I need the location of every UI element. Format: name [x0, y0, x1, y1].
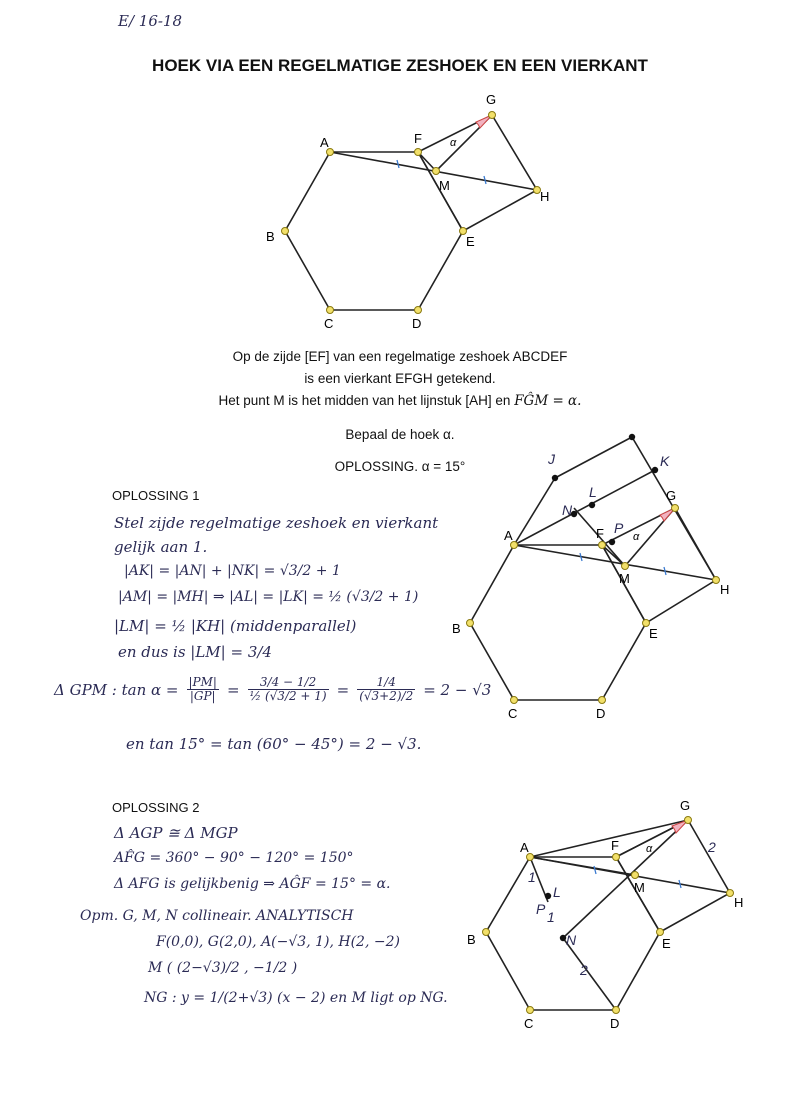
sol2-line: Opm. G, M, N collineair. ANALYTISCH — [80, 908, 354, 924]
svg-text:D: D — [596, 706, 606, 720]
sol1-line: |LM| = ½ |KH| (middenparallel) — [114, 617, 357, 635]
sol2-line: M ( (2−√3)/2 , −1/2 ) — [148, 960, 298, 976]
svg-text:K: K — [660, 453, 670, 469]
svg-text:N: N — [566, 932, 577, 948]
figure-hexagon-square — [240, 80, 580, 340]
svg-text:A: A — [504, 528, 513, 543]
sol1-line: Stel zijde regelmatige zeshoek en vierkant — [114, 514, 439, 532]
point-label: G — [486, 92, 497, 107]
problem-line-3-text: Het punt M is het midden van het lijnstuk [AH] en — [218, 393, 515, 408]
problem-line-3-math: FĜM = α. — [514, 393, 582, 409]
svg-text:M: M — [619, 571, 630, 586]
point-label: H — [540, 189, 550, 204]
point-label: E — [466, 234, 475, 249]
svg-text:2: 2 — [580, 962, 588, 978]
problem-question: Bepaal de hoek α. — [345, 427, 455, 442]
svg-text:D: D — [610, 1016, 620, 1031]
svg-text:J: J — [548, 451, 555, 467]
svg-text:C: C — [508, 706, 518, 720]
point-label: C — [324, 316, 334, 331]
figure-solution-1 — [450, 415, 750, 720]
point-label: D — [412, 316, 422, 331]
svg-text:E: E — [662, 936, 671, 951]
svg-text:H: H — [734, 895, 744, 910]
svg-text:C: C — [524, 1016, 534, 1031]
svg-text:B: B — [467, 932, 476, 947]
svg-text:L: L — [589, 484, 597, 500]
sol1-line: gelijk aan 1. — [114, 538, 208, 556]
svg-text:N: N — [562, 502, 573, 518]
svg-text:A: A — [520, 840, 529, 855]
svg-text:P: P — [536, 901, 546, 917]
svg-text:P: P — [614, 520, 624, 536]
answer: OPLOSSING. α = 15° — [334, 459, 466, 474]
sol1-line: |AM| = |MH| ⇒ |AL| = |LK| = ½ (√3/2 + 1) — [118, 589, 419, 605]
point-label: B — [266, 229, 275, 244]
svg-text:L: L — [553, 884, 561, 900]
svg-text:F: F — [596, 526, 604, 541]
sol1-line: en dus is |LM| = 3/4 — [118, 643, 272, 661]
sol2-line: Δ AFG is gelijkbenig ⇒ AĜF = 15° = α. — [114, 876, 391, 892]
svg-text:G: G — [680, 798, 691, 813]
angle-label: α — [633, 531, 640, 543]
svg-text:α: α — [646, 843, 653, 855]
problem-line-2: is een vierkant EFGH getekend. — [304, 371, 496, 386]
figure-solution-2 — [460, 795, 755, 1040]
page-title: HOEK VIA EEN REGELMATIGE ZESHOEK EN EEN VIERKANT — [152, 56, 648, 75]
svg-text:1: 1 — [547, 909, 555, 925]
problem-line-1: Op de zijde [EF] van een regelmatige zeshoek ABCDEF — [232, 349, 568, 364]
sol2-line: NG : y = 1/(2+√3) (x − 2) en M ligt op NG. — [144, 990, 448, 1006]
solution-1-heading: OPLOSSING 1 — [112, 488, 200, 503]
point-label: M — [439, 178, 450, 193]
sol2-line: F(0,0), G(2,0), A(−√3, 1), H(2, −2) — [156, 934, 400, 950]
sol2-line: Δ AGP ≅ Δ MGP — [114, 824, 238, 842]
sol1-tan-derivation: Δ GPM : tan α = $\frac{|PM|}{|GP|}$ = $\frac{3/4 - 1/2}{\text{½ (√3/2 + 1)}}$ = $\frac{1/4}{(√3+2)/2}$ = 2 − √3 — [54, 675, 492, 703]
angle-label: α — [450, 137, 457, 149]
point-label: F — [414, 131, 422, 146]
svg-text:M: M — [634, 880, 645, 895]
svg-text:2: 2 — [708, 839, 716, 855]
svg-text:B: B — [452, 621, 461, 636]
problem-line-3 — [0, 390, 800, 412]
sol1-line: en tan 15° = tan (60° − 45°) = 2 − √3. — [126, 735, 422, 753]
solution-2-heading: OPLOSSING 2 — [112, 800, 200, 815]
sol2-line: AF̂G = 360° − 90° − 120° = 150° — [114, 850, 354, 866]
svg-text:1: 1 — [528, 869, 536, 885]
sol1-line: |AK| = |AN| + |NK| = √3/2 + 1 — [124, 563, 341, 579]
reference-code: E/ 16-18 — [118, 12, 183, 30]
svg-text:G: G — [666, 488, 677, 503]
svg-text:H: H — [720, 582, 730, 597]
svg-text:E: E — [649, 626, 658, 641]
svg-text:F: F — [611, 838, 619, 853]
point-label: A — [320, 135, 329, 150]
